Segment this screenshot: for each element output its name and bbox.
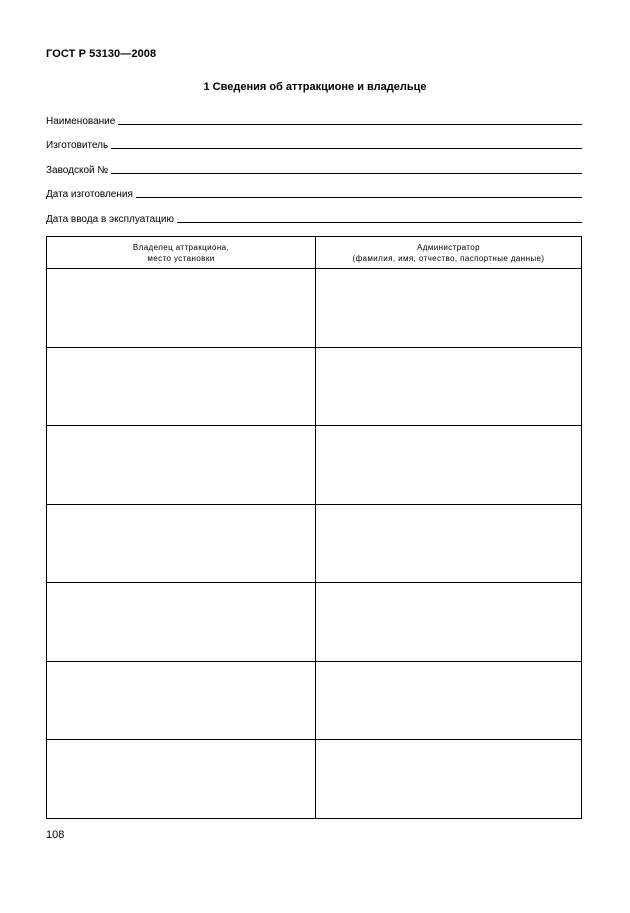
owner-cell[interactable] [47,740,316,819]
table-row [47,504,582,583]
table-row [47,661,582,740]
field-label: Наименование [46,115,116,127]
table-row [47,740,582,819]
field-label: Дата изготовления [46,189,133,200]
owner-administrator-table [46,236,582,819]
administrator-cell[interactable] [316,269,582,348]
administrator-cell[interactable] [316,504,582,583]
table-row [47,583,582,662]
info-fields [46,104,582,227]
owner-cell[interactable] [47,269,316,348]
field-manufacturer-row [46,129,582,154]
table-row [47,269,582,348]
administrator-cell[interactable] [316,347,582,426]
header-line: (фамилия, имя, отчество, паспортные данные) [352,253,545,263]
field-label: Заводской № [46,164,109,176]
field-commissioning-date-row [46,202,582,227]
owner-cell[interactable] [47,347,316,426]
administrator-cell[interactable] [316,583,582,662]
owner-cell[interactable] [47,661,316,740]
header-line: Администратор [417,242,480,252]
owner-cell[interactable] [47,583,316,662]
commissioning-date-blank-line[interactable] [177,221,582,223]
owner-cell[interactable] [47,426,316,505]
header-line: место установки [147,253,215,263]
manufacture-date-blank-line[interactable] [136,196,582,198]
field-serial-row [46,153,582,178]
page-number: 108 [46,829,65,841]
table-row [47,426,582,505]
administrator-cell[interactable] [316,661,582,740]
header-line: Владелец аттракциона, [132,242,230,252]
manufacturer-blank-line[interactable] [111,147,582,149]
field-manufacture-date-row [46,178,582,203]
administrator-column-header [316,237,582,269]
table-header-row [47,237,582,269]
field-label: Изготовитель [46,140,109,151]
owner-cell[interactable] [47,504,316,583]
owner-column-header [47,237,316,269]
field-name-row [46,104,582,129]
standard-code: ГОСТ Р 53130—2008 [46,48,157,60]
table-row [47,347,582,426]
section-title: 1 Сведения об аттракционе и владельце [203,81,427,93]
administrator-cell[interactable] [316,426,582,505]
serial-number-blank-line[interactable] [111,172,582,174]
name-blank-line[interactable] [118,123,582,125]
field-label: Дата ввода в эксплуатацию [46,213,174,225]
administrator-cell[interactable] [316,740,582,819]
